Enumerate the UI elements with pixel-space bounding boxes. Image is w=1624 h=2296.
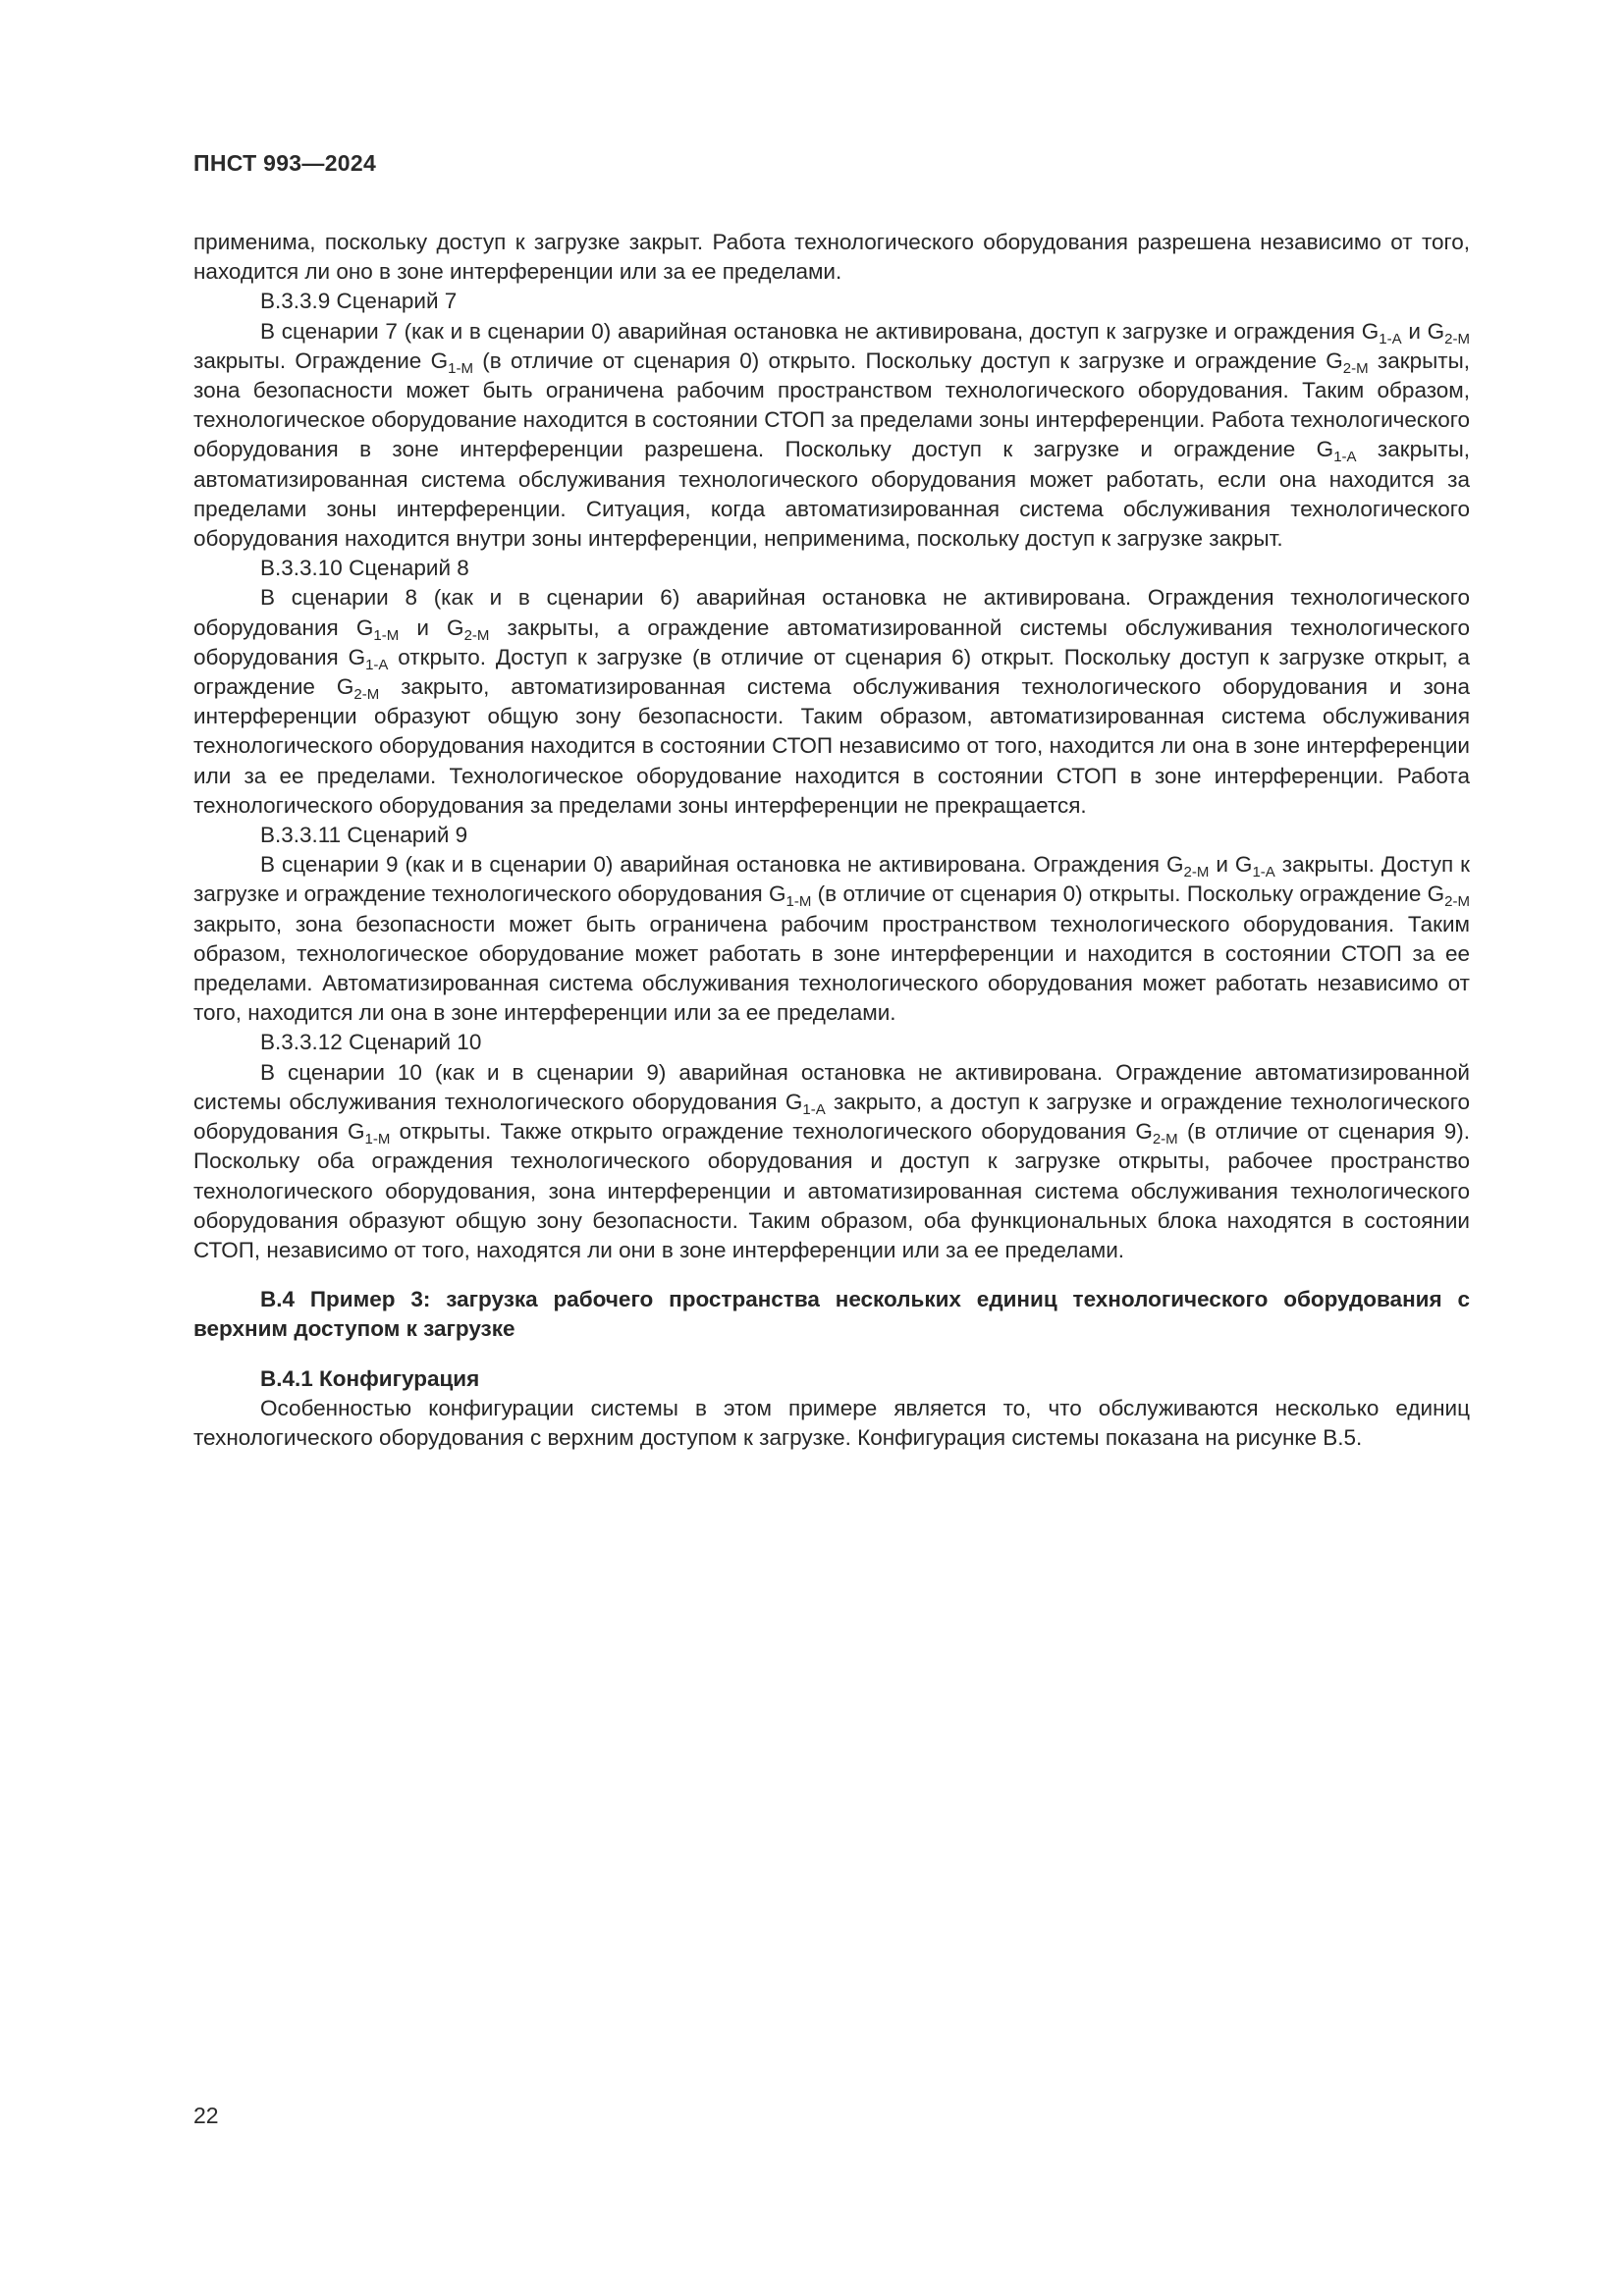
text-run: открыты. Также открыто ограждение технологического оборудования G: [390, 1119, 1153, 1145]
subscript-index: 2-М: [1183, 864, 1210, 881]
subscript-index: 2-М: [463, 626, 490, 644]
subscript-index: 1-А: [1379, 330, 1402, 347]
text-run: В.3.3.12 Сценарий 10: [260, 1030, 482, 1055]
text-run: (в отличие от сценария 0) открыты. Поскольку ограждение G: [811, 881, 1445, 907]
text-run: (в отличие от сценария 0) открыто. Поскольку доступ к загрузке и ограждение G: [472, 347, 1343, 373]
subscript-index: 2-М: [1152, 1131, 1178, 1148]
body-paragraph: [193, 317, 1470, 555]
text-run: и G: [399, 614, 464, 640]
text-run: применима, поскольку доступ к загрузке закрыт. Работа технологического оборудования разрешена независимо от того, находится ли оно в зоне интерференции или за ее пределами.: [193, 230, 1470, 285]
text-run: В сценарии 10 (как и в сценарии 9) аварийная остановка не активирована. Ограждение автоматизированной системы обслуживания технологического оборудования G: [193, 1059, 1470, 1114]
subscript-index: 1-А: [1333, 449, 1357, 466]
text-run: закрыты, зона безопасности может быть ограничена рабочим пространством технологического оборудования. Таким образом, технологическое оборудование находится в состоянии СТОП за пределами зоны интерференции. Работа технологического оборудования в зоне интерференции разрешена. Поскольку доступ к загрузке и ограждение G: [193, 347, 1470, 462]
body-paragraph: [193, 850, 1470, 1028]
text-run: и G: [1401, 318, 1445, 344]
text-run: закрыто, а доступ к загрузке и ограждение технологического оборудования G: [193, 1089, 1470, 1145]
subscript-index: 1-А: [802, 1100, 826, 1118]
subscript-index: 2-М: [1342, 359, 1369, 377]
text-run: (в отличие от сценария 9). Поскольку оба ограждения технологического оборудования и доступ к загрузке открыты, рабочее пространство технологического оборудования, зона интерференции и автоматизированная система обслуживания технологического оборудования образуют общую зону безопасности. Таким образом, оба функциональных блока находятся в состоянии СТОП, независимо от того, находятся ли они в зоне интерференции или за ее пределами.: [193, 1119, 1470, 1262]
document-designation: ПНСТ 993—2024: [193, 150, 377, 176]
text-run: Особенностью конфигурации системы в этом примере является то, что обслуживаются несколько единиц технологического оборудования с верхним доступом к загрузке. Конфигурация системы показана на рисунке В.5.: [193, 1395, 1470, 1450]
text-run: В.4.1 Конфигурация: [260, 1365, 480, 1391]
body-paragraph: [193, 583, 1470, 821]
body-paragraph: [193, 1058, 1470, 1265]
section-heading: [193, 1364, 1470, 1394]
body-paragraph: [193, 554, 1470, 583]
section-heading: [193, 1285, 1470, 1344]
body-paragraph: [193, 1028, 1470, 1057]
text-run: закрыты, автоматизированная система обслуживания технологического оборудования может работать, если она находится за пределами зоны интерференции. Ситуация, когда автоматизированная система обслуживания технологического оборудования находится внутри зоны интерференции, неприменима, поскольку доступ к загрузке закрыт.: [193, 437, 1471, 552]
subscript-index: 2-М: [1444, 330, 1470, 347]
body-paragraph: [193, 228, 1470, 287]
text-run: В.3.3.9 Сценарий 7: [260, 289, 458, 314]
text-run: В.3.3.11 Сценарий 9: [260, 823, 468, 848]
text-run: В.4 Пример 3: загрузка рабочего пространства нескольких единиц технологического оборудования с верхним доступом к загрузке: [193, 1287, 1470, 1342]
text-run: закрыто, автоматизированная система обслуживания технологического оборудования и зона интерференции образуют общую зону безопасности. Таким образом, автоматизированная система обслуживания технологического оборудования находится в состоянии СТОП независимо от того, находится ли она в зоне интерференции или за ее пределами. Технологическое оборудование находится в состоянии СТОП в зоне интерференции. Работа технологического оборудования за пределами зоны интерференции не прекращается.: [193, 674, 1470, 818]
subscript-index: 2-М: [353, 686, 380, 704]
body-paragraph: [193, 821, 1470, 850]
text-run: В сценарии 9 (как и в сценарии 0) аварийная остановка не активирована. Ограждения G: [260, 852, 1184, 878]
body-paragraph: [193, 287, 1470, 316]
text-run: В сценарии 7 (как и в сценарии 0) аварийная остановка не активирована, доступ к загрузке и ограждения G: [260, 318, 1380, 344]
text-run: закрыты. Доступ к загрузке и ограждение технологического оборудования G: [193, 852, 1471, 907]
subscript-index: 1-М: [364, 1131, 391, 1148]
text-run: закрыты. Ограждение G: [193, 347, 449, 373]
subscript-index: 1-М: [373, 626, 400, 644]
subscript-index: 1-А: [1252, 864, 1275, 881]
text-run: открыто. Доступ к загрузке (в отличие от сценария 6) открыт. Поскольку доступ к загрузке открыт, а ограждение G: [193, 644, 1470, 700]
subscript-index: 1-А: [365, 656, 389, 673]
text-run: В.3.3.10 Сценарий 8: [260, 556, 469, 581]
body-paragraph: [193, 1394, 1470, 1453]
document-body: [193, 228, 1470, 1453]
text-run: закрыто, зона безопасности может быть ограничена рабочим пространством технологического оборудования. Таким образом, технологическое оборудование может работать в зоне интерференции и находится в состоянии СТОП за ее пределами. Автоматизированная система обслуживания технологического оборудования может работать независимо от того, находится ли она в зоне интерференции или за ее пределами.: [193, 911, 1470, 1026]
text-run: закрыты, а ограждение автоматизированной системы обслуживания технологического оборудования G: [193, 614, 1470, 669]
page-number: 22: [193, 2103, 219, 2128]
subscript-index: 2-М: [1444, 893, 1471, 911]
subscript-index: 1-М: [785, 893, 812, 911]
subscript-index: 1-М: [448, 359, 473, 377]
text-run: В сценарии 8 (как и в сценарии 6) аварийная остановка не активирована. Ограждения технологического оборудования G: [193, 585, 1470, 640]
text-run: и G: [1209, 852, 1253, 878]
